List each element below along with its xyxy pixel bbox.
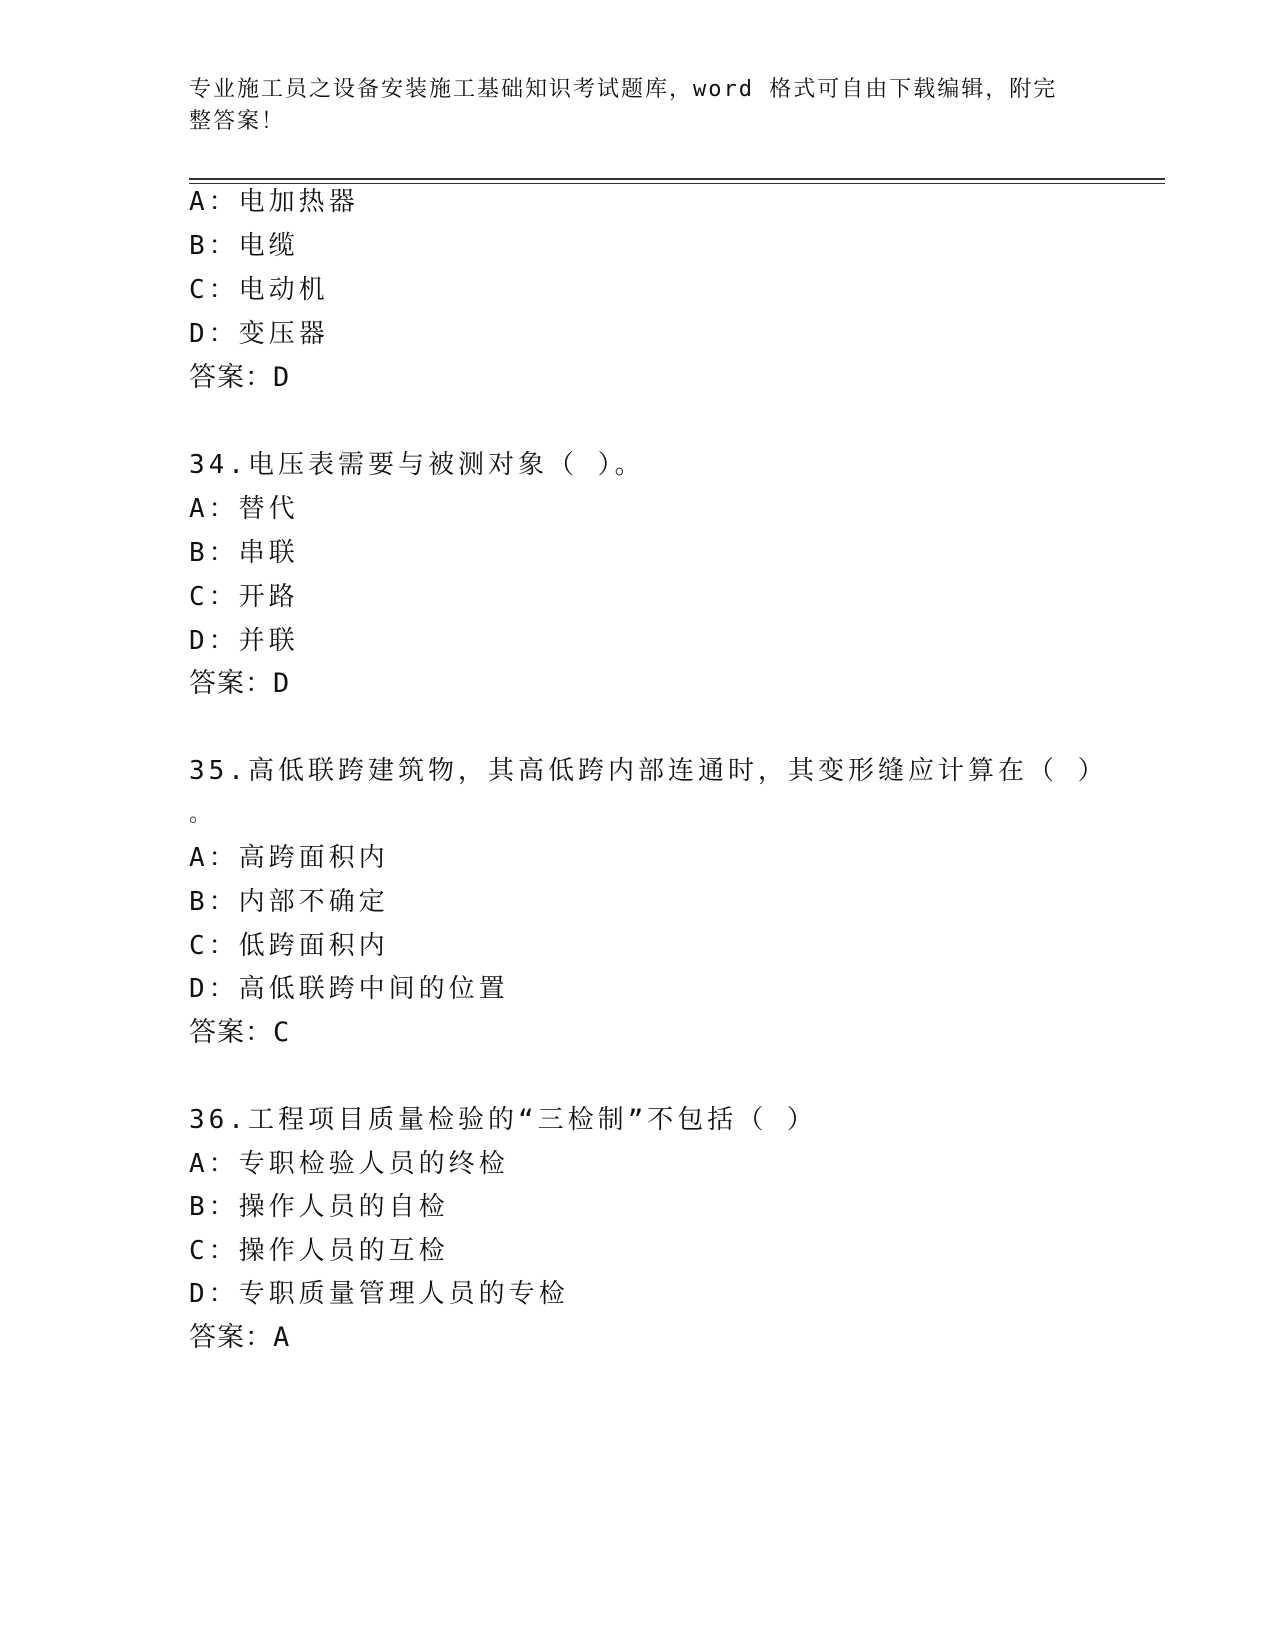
q34-answer [189, 667, 290, 701]
option-key: C： [189, 931, 239, 961]
q35-option-c [189, 929, 389, 963]
q33-option-c [189, 273, 329, 307]
q33-option-a [189, 185, 359, 219]
q35-option-b [189, 885, 389, 919]
q33-option-b [189, 229, 299, 263]
option-key: D： [189, 626, 239, 656]
q36-option-d [189, 1277, 569, 1311]
option-key: D： [189, 1279, 239, 1309]
answer-label: 答案： [189, 1322, 273, 1353]
q34-option-b [189, 536, 299, 570]
q34-option-a [189, 492, 299, 526]
option-key: C： [189, 1236, 239, 1266]
option-key: B： [189, 538, 239, 568]
option-key: A： [189, 843, 239, 873]
q33-option-d [189, 317, 329, 351]
q34-stem: 34.电压表需要与被测对象（ ）。 [189, 450, 645, 480]
q34-option-d [189, 624, 299, 658]
option-text: 串联 [238, 538, 299, 568]
option-text: 变压器 [238, 319, 329, 349]
option-key: D： [189, 319, 239, 349]
q35-option-a [189, 841, 389, 875]
q36-option-c [189, 1234, 449, 1268]
option-text: 电缆 [238, 231, 299, 261]
q35-stem-continuation: 。 [189, 802, 216, 827]
option-text: 开路 [238, 582, 299, 612]
option-text: 并联 [238, 626, 299, 656]
header-line-2: 整答案！ [189, 109, 286, 134]
option-text: 高跨面积内 [238, 843, 389, 873]
answer-label: 答案： [189, 1017, 273, 1048]
option-key: A： [189, 187, 239, 217]
header-divider-thick [189, 178, 1165, 180]
q35-option-d [189, 972, 509, 1006]
document-header [189, 74, 1089, 138]
option-text: 电动机 [238, 275, 329, 305]
option-key: B： [189, 887, 239, 917]
answer-value: C [273, 1017, 291, 1048]
option-text: 低跨面积内 [238, 931, 389, 961]
option-text: 操作人员的互检 [238, 1236, 449, 1266]
q34-option-c [189, 580, 299, 614]
option-text: 专职检验人员的终检 [238, 1149, 509, 1179]
header-divider-thin [189, 183, 1165, 184]
q36-answer [189, 1321, 290, 1355]
option-key: B： [189, 1192, 239, 1222]
q36-option-a [189, 1147, 509, 1181]
answer-label: 答案： [189, 668, 273, 699]
option-text: 操作人员的自检 [238, 1192, 449, 1222]
option-text: 内部不确定 [238, 887, 389, 917]
option-key: A： [189, 494, 239, 524]
q35-stem: 35.高低联跨建筑物，其高低跨内部连通时，其变形缝应计算在（ ） [189, 756, 1108, 786]
answer-value: D [273, 668, 291, 699]
option-text: 高低联跨中间的位置 [238, 974, 509, 1004]
option-text: 电加热器 [238, 187, 359, 217]
option-key: C： [189, 275, 239, 305]
q35-answer [189, 1016, 290, 1050]
option-key: A： [189, 1149, 239, 1179]
header-line-1: 专业施工员之设备安装施工基础知识考试题库，word 格式可自由下载编辑，附完 [189, 77, 1058, 102]
q36-stem: 36.工程项目质量检验的“三检制”不包括（ ） [189, 1105, 817, 1135]
option-key: D： [189, 974, 239, 1004]
option-key: C： [189, 582, 239, 612]
answer-value: D [273, 362, 291, 393]
option-text: 专职质量管理人员的专检 [238, 1279, 569, 1309]
answer-value: A [273, 1322, 291, 1353]
q36-option-b [189, 1190, 449, 1224]
option-key: B： [189, 231, 239, 261]
answer-label: 答案： [189, 362, 273, 393]
option-text: 替代 [238, 494, 299, 524]
q33-answer [189, 361, 290, 395]
